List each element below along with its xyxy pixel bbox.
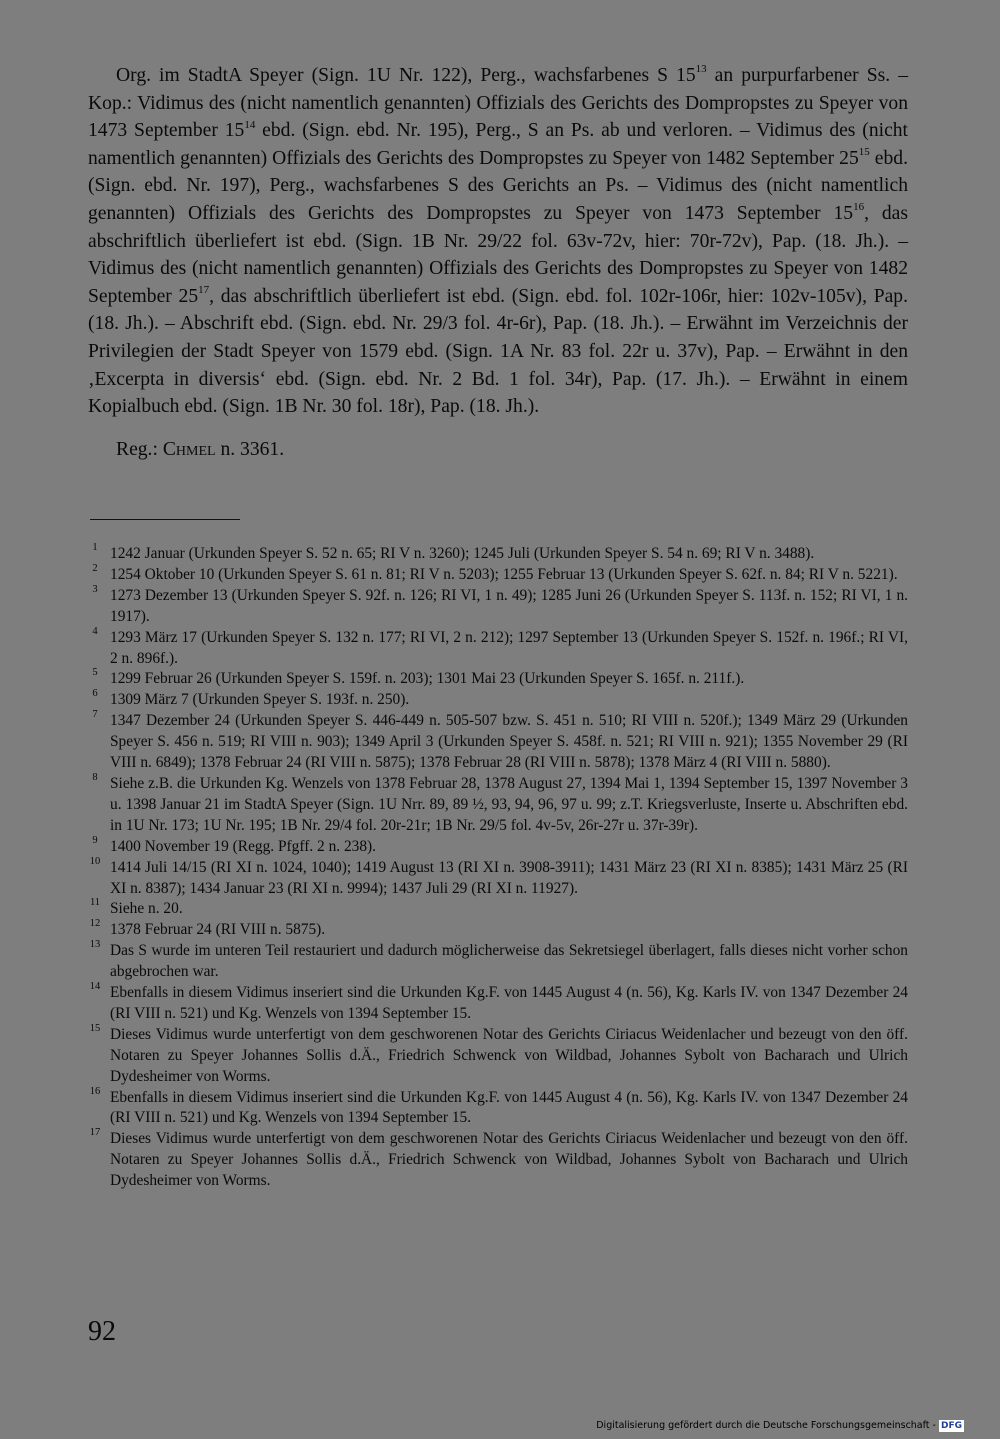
- footnote: [88, 855, 908, 900]
- footnote: [88, 1129, 908, 1192]
- text-segment: ebd. (Sign. ebd. Nr. 195), Perg., S an Ps. ab und verloren. – Vidimus des (nicht namentlich genannten) Offizials des Gerichts des Dompropstes zu Speyer von 1482 September 25: [88, 120, 909, 169]
- page-number: 92: [88, 1316, 116, 1347]
- footnote-number: 1: [92, 542, 98, 553]
- footnotes-list: [88, 544, 908, 1192]
- source-paragraph: [88, 62, 908, 421]
- main-text: [88, 62, 908, 463]
- footnote-text: 1293 März 17 (Urkunden Speyer S. 132 n. 177; RI VI, 2 n. 212); 1297 September 13 (Urkunden Speyer S. 152f. n. 196f.; RI VI, 2 n. 896f.).: [110, 628, 908, 667]
- footnote-ref-15[interactable]: 15: [858, 146, 870, 159]
- footnote-text: 1299 Februar 26 (Urkunden Speyer S. 159f. n. 203); 1301 Mai 23 (Urkunden Speyer S. 165f. n. 211f.).: [110, 670, 745, 688]
- footnote-text: 1347 Dezember 24 (Urkunden Speyer S. 446-449 n. 505-507 bzw. S. 451 n. 510; RI VIII n. 520f.); 1349 März 29 (Urkunden Speyer S. 456 n. 519; RI VIII n. 903); 1349 April 3 (Urkunden Speyer S. 458f. n. 521; RI VIII n. 921); 1355 November 29 (RI VIII n. 6849); 1378 Februar 24 (RI VIII n. 5875); 1378 Februar 28 (RI VIII n. 5878); 1378 März 4 (RI VIII n. 5880).: [110, 712, 908, 772]
- footnote-number: 13: [89, 939, 101, 951]
- footnote: [88, 583, 908, 628]
- footnote: [88, 899, 908, 920]
- footnote: [88, 711, 908, 774]
- footnote-number: 17: [89, 1127, 101, 1139]
- footnote: [88, 941, 908, 983]
- footnote-text: Das S wurde im unteren Teil restauriert und dadurch möglicherweise das Sekretsiegel überlagert, falls dieses nicht vorher schon abgebrochen war.: [110, 942, 908, 981]
- footnote: [88, 669, 908, 690]
- footnote-number: 9: [92, 834, 98, 846]
- footnote-number: 10: [89, 855, 101, 867]
- footnote-number: 11: [89, 897, 101, 909]
- footnote-number: 8: [92, 771, 98, 783]
- footnote-text: 1242 Januar (Urkunden Speyer S. 52 n. 65; RI V n. 3260); 1245 Juli (Urkunden Speyer S. 54 n. 69; RI V n. 3488).: [110, 545, 815, 562]
- footnote-number: 12: [89, 918, 101, 930]
- footnote: [88, 625, 908, 670]
- text-segment: , das abschriftlich überliefert ist ebd. (Sign. ebd. fol. 102r-106r, hier: 102v-105v), Pap. (18. Jh.). – Abschrift ebd. (Sign. ebd. Nr. 29/3 fol. 4r-6r), Pap. (18. Jh.). – Erwähnt im Verzeichnis der Privilegien der Stadt Speyer von 1579 ebd. (Sign. 1A Nr. 83 fol. 22r u. 37v), Pap. – Erwähnt in den ‚Excerpta in diversis‘ ebd. (Sign. ebd. Nr. 2 Bd. 1 fol. 34r), Pap. (17. Jh.). – Erwähnt in einem Kopialbuch ebd. (Sign. 1B Nr. 30 fol. 18r), Pap. (18. Jh.).: [88, 285, 908, 418]
- text-segment: an purpurfarbener Ss. – Kop.: Vidimus des (nicht namentlich genannten) Offizials des Gerichts des Dompropstes zu Speyer von 1473 September 15: [88, 65, 908, 142]
- footnote-ref-13[interactable]: 13: [695, 63, 707, 76]
- footnote-text: 1273 Dezember 13 (Urkunden Speyer S. 92f. n. 126; RI VI, 1 n. 49); 1285 Juni 26 (Urkunden Speyer S. 113f. n. 152; RI VI, 1 n. 1917).: [110, 586, 908, 625]
- footnote-ref-14[interactable]: 14: [244, 118, 256, 131]
- footnote: [88, 562, 908, 586]
- footnote-text: 1254 Oktober 10 (Urkunden Speyer S. 61 n. 81; RI V n. 5203); 1255 Februar 13 (Urkunden Speyer S. 62f. n. 84; RI V n. 5221).: [110, 565, 898, 583]
- footnote-number: 16: [89, 1085, 101, 1097]
- dfg-logo: DFG: [940, 1420, 962, 1431]
- footnote-number: 14: [89, 981, 101, 993]
- text-segment: , das abschriftlich überliefert ist ebd. (Sign. 1B Nr. 29/22 fol. 63v-72v, hier: 70r-72v), Pap. (18. Jh.). – Vidimus des (nicht namentlich genannten) Offizials des Gerichts des Dompropstes zu Speyer von 1482 September 25: [88, 202, 908, 307]
- footnote-number: 5: [92, 667, 98, 679]
- footnote: [88, 1022, 908, 1088]
- footnote-number: 3: [92, 583, 98, 595]
- footnote: [88, 983, 908, 1025]
- text-segment: ebd. (Sign. ebd. Nr. 197), Perg., wachsfarbenes S des Gerichts an Ps. – Vidimus des (nicht namentlich genannten) Offizials des Gerichts des Dompropstes zu Speyer von 1473 September 15: [88, 147, 908, 224]
- footnote-text: Siehe n. 20.: [110, 900, 183, 918]
- credit-text: Digitalisierung gefördert durch die Deutsche Forschungsgemeinschaft -: [596, 1420, 936, 1431]
- footnote-text: 1400 November 19 (Regg. Pfgff. 2 n. 238).: [110, 837, 377, 855]
- footnote-ref-16[interactable]: 16: [853, 201, 865, 214]
- regest-author: Chmel: [162, 438, 216, 460]
- footnote-text: Dieses Vidimus wurde unterfertigt von dem geschworenen Notar des Gerichts Ciriacus Weidenlacher und bezeugt von den öff. Notaren zu Speyer Johannes Sollis d.Ä., Friedrich Schwenck von Wildbad, Johannes Sybolt von Bacharach und Ulrich Dydesheimer von Worms.: [110, 1025, 908, 1085]
- footnote-text: 1414 Juli 14/15 (RI XI n. 1024, 1040); 1419 August 13 (RI XI n. 3908-3911); 1431 März 23 (RI XI n. 8385); 1431 März 25 (RI XI n. 8387); 1434 Januar 23 (RI XI n. 9994); 1437 Juli 29 (RI XI n. 11927).: [110, 858, 908, 897]
- footnote-number: 2: [92, 562, 98, 574]
- footnote: [88, 834, 908, 858]
- footnote-number: 7: [92, 709, 98, 721]
- footnote-number: 6: [92, 688, 98, 700]
- footnote: [88, 1085, 908, 1130]
- regest-line: [88, 436, 908, 464]
- footnote-text: Dieses Vidimus wurde unterfertigt von dem geschworenen Notar des Gerichts Ciriacus Weidenlacher und bezeugt von den öff. Notaren zu Speyer Johannes Sollis d.Ä., Friedrich Schwenck von Wildbad, Johannes Sybolt von Bacharach und Ulrich Dydesheimer von Worms.: [110, 1130, 908, 1190]
- regest-reference: n. 3361.: [215, 438, 285, 460]
- footnote-text: 1378 Februar 24 (RI VIII n. 5875).: [110, 921, 326, 939]
- footnote-number: 15: [89, 1022, 101, 1034]
- footnote-separator: [90, 519, 240, 520]
- digitization-credit: [596, 1419, 964, 1433]
- footnote: [88, 690, 908, 711]
- footnote-number: 4: [92, 625, 98, 637]
- footnote-text: Ebenfalls in diesem Vidimus inseriert sind die Urkunden Kg.F. von 1445 August 4 (n. 56), Kg. Karls IV. von 1347 Dezember 24 (RI VIII n. 521) und Kg. Wenzels von 1394 September 15.: [110, 1088, 908, 1127]
- text-segment: Org. im StadtA Speyer (Sign. 1U Nr. 122), Perg., wachsfarbenes S 15: [116, 65, 696, 86]
- regest-prefix: Reg.:: [116, 438, 163, 460]
- footnote-ref-17[interactable]: 17: [198, 284, 210, 297]
- footnote-text: Ebenfalls in diesem Vidimus inseriert sind die Urkunden Kg.F. von 1445 August 4 (n. 56), Kg. Karls IV. von 1347 Dezember 24 (RI VIII n. 521) und Kg. Wenzels von 1394 September 15.: [110, 984, 908, 1022]
- footnote: [88, 544, 908, 565]
- footnote: [88, 771, 908, 837]
- footnote: [88, 920, 908, 941]
- footnote-text: Siehe z.B. die Urkunden Kg. Wenzels von 1378 Februar 28, 1378 August 27, 1394 Mai 1, 1394 September 15, 1397 November 3 u. 1398 Januar 21 im StadtA Speyer (Sign. 1U Nrr. 89, 89 ½, 93, 94, 96, 97 u. 99; z.T. Kriegsverluste, Inserte u. Abschriften ebd. in 1U Nr. 173; 1U Nr. 195; 1B Nr. 29/4 fol. 20r-21r; 1B Nr. 29/5 fol. 4v-5v, 26r-27r u. 37r-39r).: [110, 774, 908, 834]
- footnote-text: 1309 März 7 (Urkunden Speyer S. 193f. n. 250).: [110, 691, 410, 709]
